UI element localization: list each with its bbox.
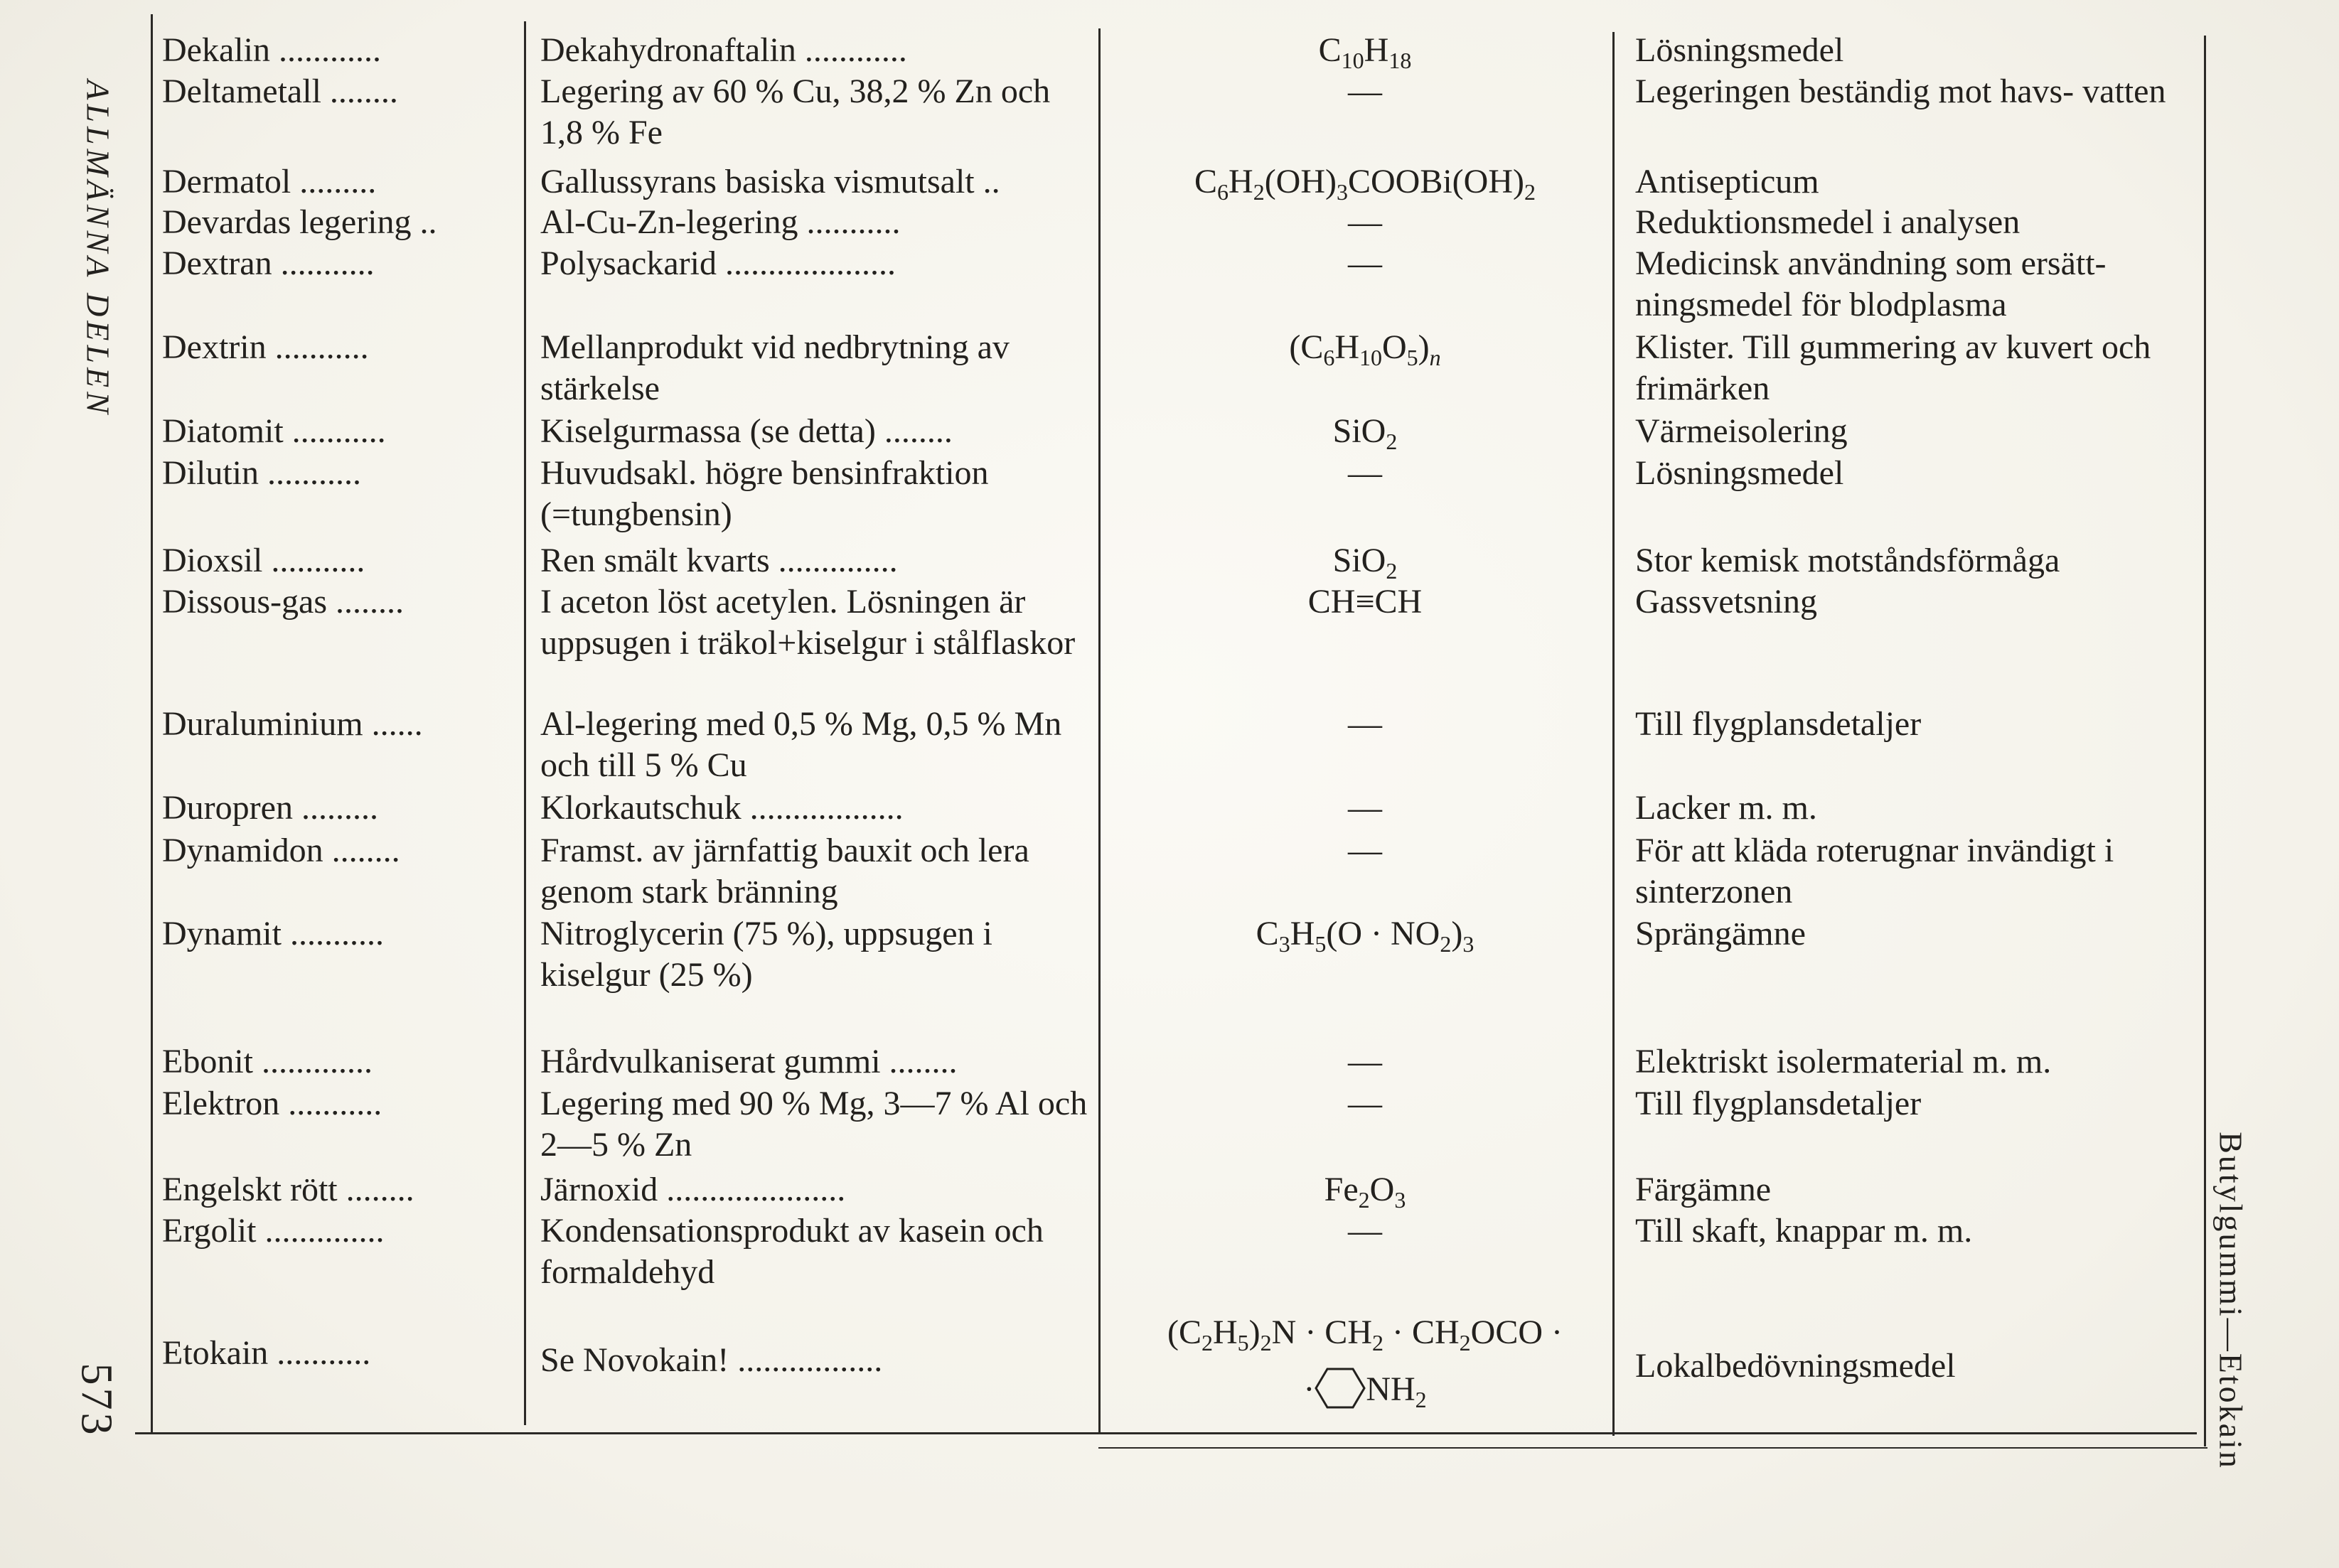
- substance-use: Stor kemisk motståndsförmåga: [1635, 542, 2060, 579]
- substance-use: För att kläda roterugnar invändigt i sinterzonen: [1635, 832, 2114, 911]
- substance-use: Lösningsmedel: [1635, 31, 1844, 69]
- substance-use: Lösningsmedel: [1635, 454, 1844, 492]
- substance-name: Devardas legering ..: [162, 203, 437, 241]
- chemical-formula: $Fe_2O_3$: [1324, 1171, 1406, 1213]
- chemical-formula: —: [1348, 705, 1382, 743]
- chemical-formula: —: [1348, 832, 1382, 869]
- chemical-formula: $C_3H_5(O \cdot NO_2)_3$: [1256, 915, 1474, 957]
- substance-name: Ergolit ..............: [162, 1212, 385, 1250]
- substance-name: Dextrin ...........: [162, 328, 369, 366]
- substance-use: Färgämne: [1635, 1171, 1772, 1208]
- substance-description: Se Novokain! .................: [540, 1341, 883, 1379]
- substance-use: Till flygplansdetaljer: [1635, 1085, 1922, 1122]
- substance-description: Legering med 90 % Mg, 3—7 % Al och 2—5 % Zn: [540, 1085, 1088, 1164]
- substance-description: Nitroglycerin (75 %), uppsugen i kiselgur (25 %): [540, 915, 992, 994]
- side-heading: ALLMÄNNA DELEN: [80, 80, 117, 418]
- substance-name: Diatomit ...........: [162, 412, 386, 450]
- column-rule-left: [151, 14, 153, 1432]
- substance-description: Framst. av järnfattig bauxit och lera genom stark bränning: [540, 832, 1029, 911]
- substance-name: Engelskt rött ........: [162, 1171, 414, 1208]
- chemical-formula: SiO$_2$: [1332, 542, 1398, 584]
- substance-use: Reduktionsmedel i analysen: [1635, 203, 2020, 241]
- bottom-rule: [135, 1432, 2197, 1434]
- substance-description: Dekahydronaftalin ............: [540, 31, 907, 69]
- substance-use: Antisepticum: [1635, 163, 1819, 200]
- chemical-formula: —: [1348, 245, 1382, 282]
- substance-name: Ebonit .............: [162, 1043, 373, 1080]
- substance-use: Gassvetsning: [1635, 583, 1817, 621]
- chemical-formula: —: [1348, 789, 1382, 827]
- substance-description: Klorkautschuk ..................: [540, 789, 904, 827]
- substance-description: Kondensationsprodukt av kasein och formaldehyd: [540, 1212, 1044, 1291]
- substance-use: Lacker m. m.: [1635, 789, 1817, 827]
- substance-use: Till flygplansdetaljer: [1635, 705, 1922, 743]
- chemical-formula: $C_6H_2(OH)_3COOBi(OH)_2$: [1194, 163, 1536, 205]
- chemical-formula: —: [1348, 454, 1382, 492]
- substance-use: Legeringen beständig mot havs- vatten: [1635, 73, 2166, 110]
- substance-name: Dekalin ............: [162, 31, 381, 69]
- substance-description: Huvudsakl. högre bensinfraktion (=tungbensin): [540, 454, 989, 533]
- substance-description: Ren smält kvarts ..............: [540, 542, 898, 579]
- substance-description: Polysackarid ....................: [540, 245, 896, 282]
- substance-name: Duraluminium ......: [162, 705, 423, 743]
- substance-name: Deltametall ........: [162, 73, 398, 110]
- substance-use: Klister. Till gummering av kuvert och frimärken: [1635, 328, 2151, 407]
- column-rule-1: [524, 21, 526, 1425]
- substance-use: Lokalbedövningsmedel: [1635, 1347, 1956, 1385]
- substance-name: Dynamidon ........: [162, 832, 400, 869]
- substance-description: I aceton löst acetylen. Lösningen är uppsugen i träkol+kiselgur i stålflaskor: [540, 583, 1076, 662]
- substance-name: Elektron ...........: [162, 1085, 382, 1122]
- substance-description: Legering av 60 % Cu, 38,2 % Zn och 1,8 % Fe: [540, 73, 1051, 151]
- column-rule-2: [1098, 28, 1101, 1432]
- benzene-ring-icon: [1315, 1366, 1366, 1410]
- substance-name: Etokain ...........: [162, 1334, 371, 1372]
- chemical-formula: $C_{10}H_{18}$: [1318, 31, 1412, 73]
- substance-name: Dilutin ...........: [162, 454, 362, 492]
- chemical-formula: —: [1348, 73, 1382, 110]
- chemical-formula: SiO$_2$: [1332, 412, 1398, 454]
- substance-description: Järnoxid .....................: [540, 1171, 846, 1208]
- substance-use: Elektriskt isolermaterial m. m.: [1635, 1043, 2052, 1080]
- page-number: 573: [72, 1363, 121, 1438]
- bottom-rule-lower: [1098, 1447, 2207, 1449]
- substance-description: Hårdvulkaniserat gummi ........: [540, 1043, 958, 1080]
- substance-name: Duropren .........: [162, 789, 378, 827]
- substance-use: Värmeisolering: [1635, 412, 1848, 450]
- substance-description: Al-legering med 0,5 % Mg, 0,5 % Mn och till 5 % Cu: [540, 705, 1062, 784]
- substance-description: Al-Cu-Zn-legering ...........: [540, 203, 901, 241]
- substance-name: Dioxsil ...........: [162, 542, 365, 579]
- substance-name: Dynamit ...........: [162, 915, 384, 952]
- chemical-formula: —: [1348, 203, 1382, 241]
- chemical-formula: —: [1348, 1043, 1382, 1080]
- substance-name: Dermatol .........: [162, 163, 377, 200]
- substance-description: Gallussyrans basiska vismutsalt ..: [540, 163, 1000, 200]
- column-rule-right: [2204, 36, 2206, 1446]
- chemical-formula: —: [1348, 1212, 1382, 1250]
- chemical-formula: $(C_6H_{10}O_5)_n$: [1289, 328, 1441, 370]
- running-head: Butylgummi—Etokain: [2212, 1132, 2249, 1470]
- chemical-formula: —: [1348, 1085, 1382, 1122]
- substance-name: Dextran ...........: [162, 245, 375, 282]
- substance-use: Till skaft, knappar m. m.: [1635, 1212, 1973, 1250]
- substance-use: Medicinsk användning som ersätt- ningsmedel för blodplasma: [1635, 245, 2107, 323]
- chemical-formula: CH≡CH: [1307, 583, 1423, 621]
- chemical-formula: $(C_2H_5)_2N \cdot CH_2 \cdot CH_2OCO$ · · $NH_2$: [1167, 1314, 1563, 1412]
- substance-use: Sprängämne: [1635, 915, 1806, 952]
- substance-name: Dissous-gas ........: [162, 583, 405, 621]
- substance-description: Mellanprodukt vid nedbrytning av stärkelse: [540, 328, 1010, 407]
- substance-description: Kiselgurmassa (se detta) ........: [540, 412, 953, 450]
